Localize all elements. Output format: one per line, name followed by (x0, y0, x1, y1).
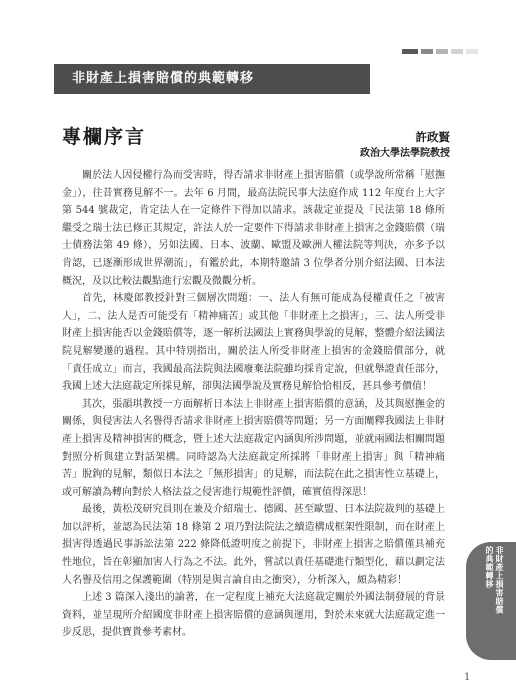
author-name: 許政賢 (415, 130, 450, 144)
paragraph: 最後，黃松茂研究員則在兼及介紹瑞士、德國、甚至歐盟、日本法院裁判的基礎上加以評析，並認為民法第 18 條第 2 項乃對法院法之續造構成框架性限制，而在財產上損害得透過民事訴訟法第 222 條降低證明度之前提下，非財產上損害之賠償僅具補充性地位，旨在彰顯加害人行為之不法。此外，嘗試以責任基礎進行類型化，藉以劃定法人名譽及信用之保護範圍（特別是與言論自由之衝突），分析深入，頗為精彩！ (62, 504, 445, 586)
paragraph: 上述 3 篇深入淺出的論著，在一定程度上補充大法庭裁定關於外國法制發展的背景資料，並呈現所介紹國度非財產上損害賠償的意涵與運用，對於未來就大法庭裁定進一步反思，提供寶貴參考素材。 (62, 592, 445, 639)
side-tab-line: 的典範轉移 (485, 546, 494, 589)
decor-block (466, 49, 478, 54)
decor-block (402, 49, 418, 54)
author-affiliation: 政治大學法學院教授 (360, 148, 450, 159)
column-title: 專欄序言 (62, 126, 147, 148)
paragraph: 首先，林慶郎教授針對三個層次問題：一、法人有無可能成為侵權責任之「被害人」，二、法人是否可能受有「精神痛苦」或其他「非財產上之損害」，三、法人所受非財產上損害能否以金錢賠償等，逐一解析法國法上實務與學說的見解，整體介紹法國法院見解變遷的過程。其中特別指出，關於法人所受非財產上損害的金錢賠償部分，就「責任成立」而言，我國最高法院與法國廢棄法院雖均採肯定說，但就舉證責任部分，我國上述大法庭裁定所採見解，卻與法國學說及實務見解恰恰相反，甚具參考價值！ (62, 293, 445, 393)
decor-block (451, 49, 463, 54)
page-number: 1 (464, 672, 471, 683)
side-tab-line: 非財產上損害賠償 (495, 546, 504, 614)
decor-block (421, 49, 433, 54)
header-decoration (402, 49, 478, 54)
section-banner: 非財產上損害賠償的典範轉移 (54, 64, 370, 94)
side-tab-label (476, 546, 512, 656)
article-body (62, 167, 445, 642)
paragraph: 關於法人因侵權行為而受害時，得否請求非財產上損害賠償（或學說所常稱「慰撫金」），往昔實務見解不一。去年 6 月間，最高法院民事大法庭作成 112 年度台上大字第 544 號裁定，肯定法人在一定條件下得加以請求。該裁定並提及「民法第 18 條所繼受之瑞士法已修正其規定，許法人於一定要件下得請求非財產上損害之金錢賠償（瑞士債務法第 49 條），另如法國、日本、波蘭、歐盟及歐洲人權法院等判決，亦多予以肯認，已逐漸形成世界潮流」，有鑑於此，本期特邀請 3 位學者分別介紹法國、日本法概況，及以比較法觀點進行宏觀及微觀分析。 (62, 170, 445, 287)
paragraph: 其次，張韻琪教授一方面解析日本法上非財產上損害賠償的意涵，及其與慰撫金的關係，與侵害法人名譽得否請求非財產上損害賠償等問題；另一方面闡釋我國法上非財產上損害及精神損害的概念，暨上述大法庭裁定內涵與所涉問題，並就兩國法相關問題對照分析與建立對話架構。同時認為大法庭裁定所採將「非財產上損害」與「精神痛苦」脫鉤的見解，類似日本法之「無形損害」的見解，而法院在此之損害性立基礎上，或可解讀為轉向對於人格法益之侵害進行規範性評價，確實值得深思！ (62, 398, 445, 498)
author-block (360, 129, 450, 162)
decor-block (436, 49, 448, 54)
